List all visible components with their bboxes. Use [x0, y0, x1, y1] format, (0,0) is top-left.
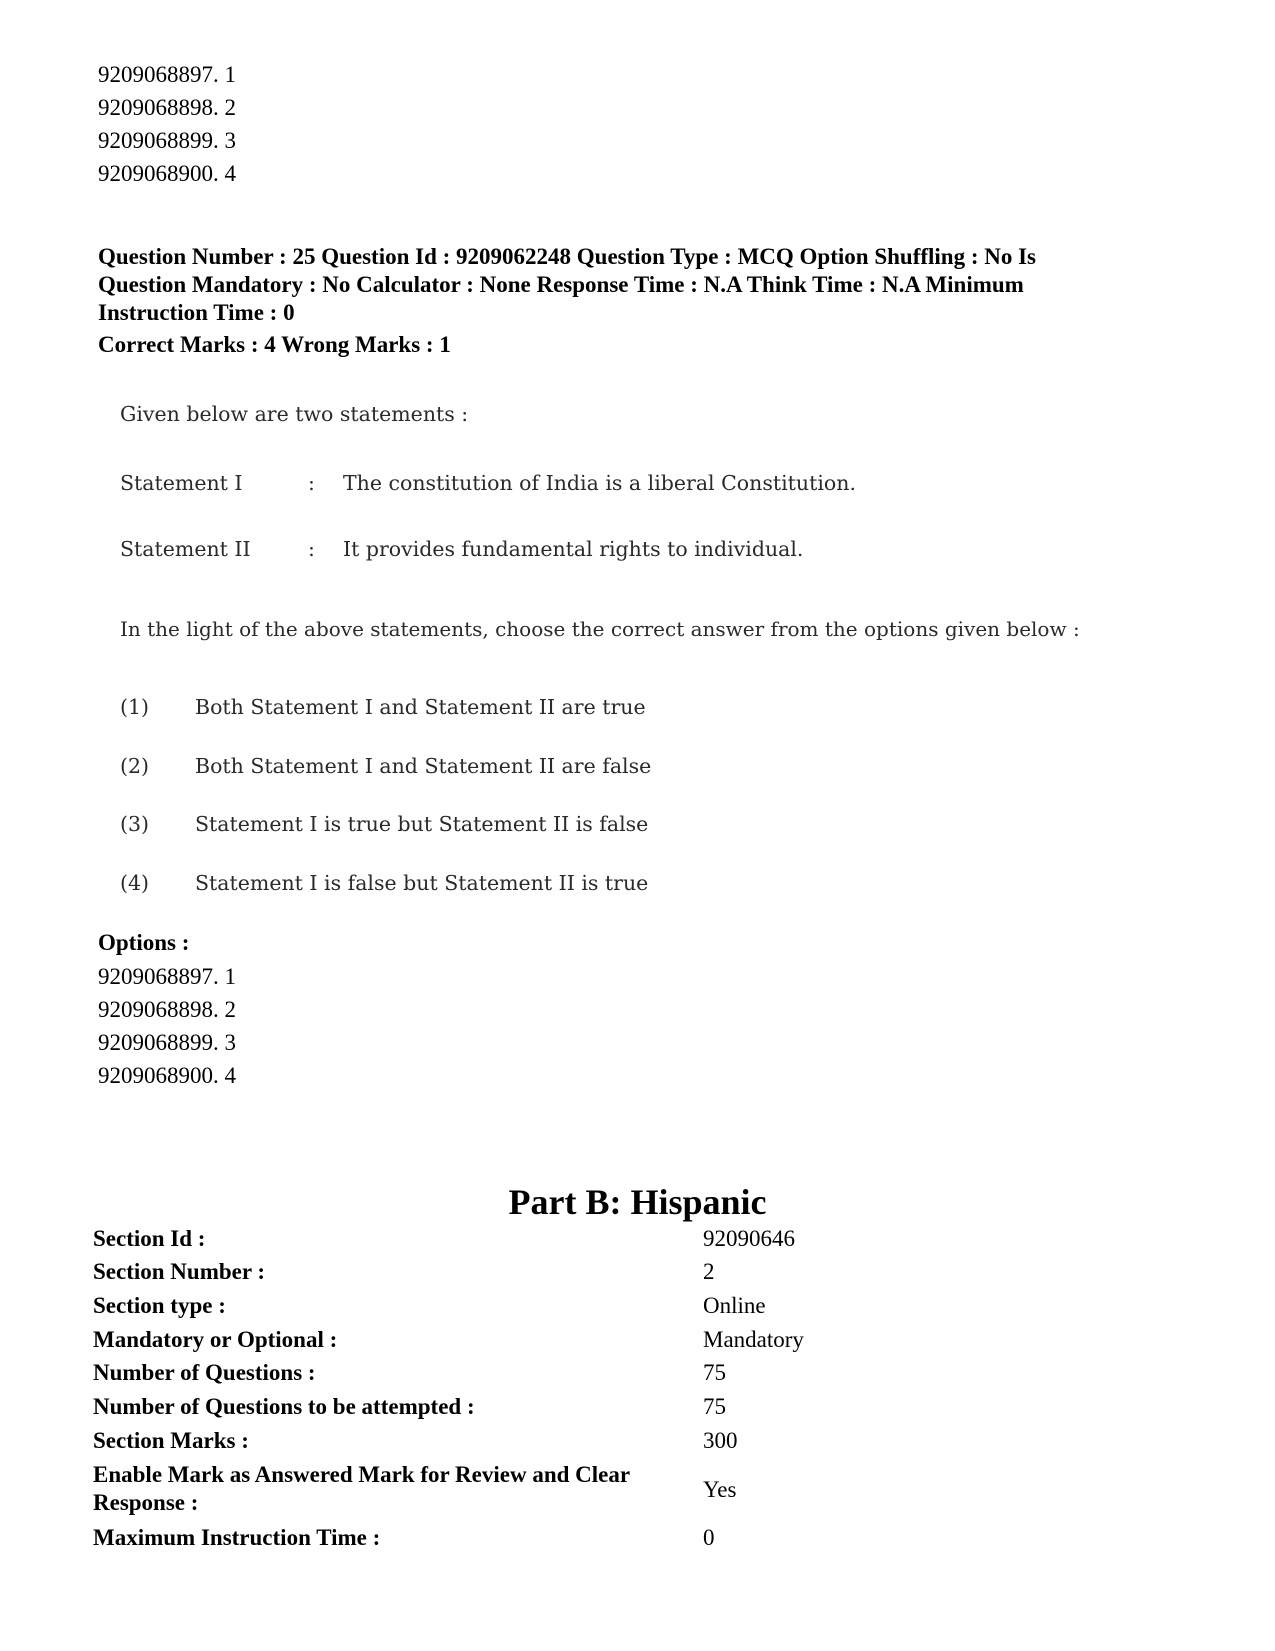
question-meta-line: Instruction Time : 0	[98, 300, 295, 325]
section-row-key	[93, 1461, 693, 1517]
section-title: Part B: Hispanic	[508, 1182, 767, 1222]
section-row-value: 92090646	[703, 1226, 795, 1251]
option-item: 9209068899. 3	[98, 1030, 236, 1055]
option-item: 9209068900. 4	[98, 1063, 236, 1088]
question-prompt: In the light of the above statements, choose the correct answer from the options given below :	[120, 617, 1080, 641]
choice-text: Statement I is false but Statement II is true	[195, 871, 649, 895]
question-intro: Given below are two statements :	[120, 402, 469, 426]
option-item: 9209068898. 2	[98, 997, 236, 1022]
section-row-key: Section type :	[93, 1293, 226, 1318]
statement-label: Statement I	[120, 471, 243, 495]
choice-number: (2)	[120, 754, 150, 778]
choice-text: Both Statement I and Statement II are true	[195, 695, 646, 719]
question-marks: Correct Marks : 4 Wrong Marks : 1	[98, 332, 451, 357]
option-item: 9209068900. 4	[98, 161, 236, 186]
choice-number: (4)	[120, 871, 150, 895]
section-row-value: 0	[703, 1525, 715, 1550]
option-item: 9209068899. 3	[98, 128, 236, 153]
section-row-key: Maximum Instruction Time :	[93, 1525, 381, 1550]
section-row-value: Online	[703, 1293, 766, 1318]
statement-label: Statement II	[120, 537, 251, 561]
section-row-key-line: Enable Mark as Answered Mark for Review and Clear	[93, 1462, 631, 1487]
choice-text: Both Statement I and Statement II are false	[195, 754, 652, 778]
options-label: Options :	[98, 930, 190, 955]
question-meta-line: Question Number : 25 Question Id : 9209062248 Question Type : MCQ Option Shuffling : No Is	[98, 244, 1037, 269]
section-row-key: Section Id :	[93, 1226, 206, 1251]
section-row-key: Section Number :	[93, 1259, 266, 1284]
section-row-value: 300	[703, 1428, 738, 1453]
section-row-key-line: Response :	[93, 1490, 199, 1515]
section-row-value: 75	[703, 1394, 726, 1419]
question-metadata	[98, 243, 1188, 327]
choice-text: Statement I is true but Statement II is false	[195, 812, 649, 836]
option-item: 9209068897. 1	[98, 62, 236, 87]
section-row-value: Yes	[703, 1477, 737, 1502]
option-item: 9209068897. 1	[98, 964, 236, 989]
statement-separator: :	[308, 471, 315, 495]
section-row-value: 75	[703, 1360, 726, 1385]
option-item: 9209068898. 2	[98, 95, 236, 120]
section-row-value: 2	[703, 1259, 715, 1284]
section-row-key: Number of Questions to be attempted :	[93, 1394, 475, 1419]
choice-number: (3)	[120, 812, 150, 836]
section-row-value: Mandatory	[703, 1327, 804, 1352]
section-row-key: Number of Questions :	[93, 1360, 316, 1385]
statement-text: The constitution of India is a liberal Constitution.	[343, 471, 856, 495]
statement-text: It provides fundamental rights to individual.	[343, 537, 804, 561]
choice-number: (1)	[120, 695, 150, 719]
question-meta-line: Question Mandatory : No Calculator : None Response Time : N.A Think Time : N.A Minimum	[98, 272, 1024, 297]
section-row-key: Section Marks :	[93, 1428, 249, 1453]
section-row-key: Mandatory or Optional :	[93, 1327, 338, 1352]
statement-separator: :	[308, 537, 315, 561]
